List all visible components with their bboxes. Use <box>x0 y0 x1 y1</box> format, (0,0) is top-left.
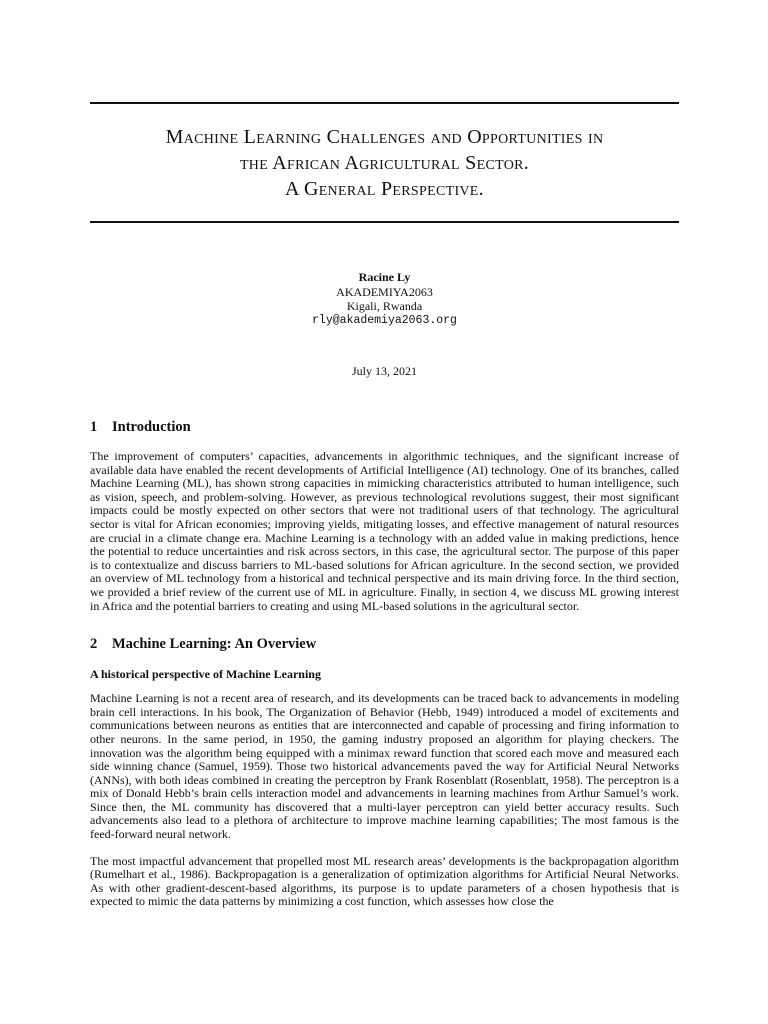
section-number: 2 <box>90 636 98 653</box>
section-number: 1 <box>90 419 98 435</box>
section-heading-ml-overview <box>90 635 679 653</box>
title-bottom-rule <box>90 221 679 223</box>
section-title: Introduction <box>112 419 191 435</box>
author-email[interactable]: rly@akademiya2063.org <box>312 313 457 327</box>
author-block <box>90 270 679 328</box>
title-top-rule <box>90 102 679 104</box>
title-line-3: A General Perspective. <box>285 178 484 200</box>
paper-date: July 13, 2021 <box>351 364 417 378</box>
title-line-1: Machine Learning Challenges and Opportunities in <box>165 126 604 148</box>
overview-paragraph-1: Machine Learning is not a recent area of research, and its developments can be traced back to advancements in modeling brain cell interactions. In his book, The Organization of Behavior (Hebb, 1949) introduced a model of excitements and communications between neurons as entities that are interconnected and capable of processing and firing information to other neurons. In the same period, in 1950, the gaming industry proposed an algorithm for playing checkers. The innovation was the algorithm being equipped with a minimax reward function that scored each move and measured each side winning chance (Samuel, 1959). Those two historical advancements paved the way for Artificial Neural Networks (ANNs), with both ideas combined in creating the perceptron by Frank Rosenblatt (Rosenblatt, 1958). The perceptron is a mix of Donald Hebb’s brain cells interaction model and advancements in learning machines from Arthur Samuel’s work. Since then, the ML community has discovered that a multi-layer perceptron can yield better accuracy results. Such advancements also lead to a plethora of architecture to improve machine learning capabilities; The most famous is the feed-forward neural network. <box>90 691 679 842</box>
title-line-2: the African Agricultural Sector. <box>239 152 530 174</box>
subsection-heading-historical: A historical perspective of Machine Learning <box>90 667 321 682</box>
section-heading-introduction <box>90 418 679 436</box>
introduction-paragraph: The improvement of computers’ capacities, advancements in algorithmic techniques, and the significant increase of available data have enabled the recent developments of Artificial Intelligence (AI) technology. One of its branches, called Machine Learning (ML), has shown strong capacities in mimicking characteristics attributed to human intelligence, such as vision, speech, and problem-solving. However, as previous technological revolutions suggest, their most significant impacts could be mostly expected on other sectors that were not traditional users of that technology. The agricultural sector is vital for African economies; improving yields, mitigating losses, and effective management of natural resources are crucial in a climate change era. Machine Learning is a technology with an added value in making predictions, hence the potential to reduce uncertainties and risk across sectors, in this case, the agricultural sector. The purpose of this paper is to contextualize and discuss barriers to ML-based solutions for African agriculture. In the second section, we provided an overview of ML technology from a historical and technical perspective and its main driving force. In the third section, we provided a brief review of the current use of ML in agriculture. Finally, in section 4, we discuss ML growing interest in Africa and the potential barriers to creating and using ML-based solutions in the agricultural sector. <box>90 449 679 613</box>
author-name: Racine Ly <box>358 270 411 284</box>
paper-title <box>90 124 679 202</box>
overview-paragraph-2: The most impactful advancement that propelled most ML research areas’ developments is the backpropagation algorithm (Rumelhart et al., 1986). Backpropagation is a generalization of optimization algorithms for Artificial Neural Networks. As with other gradient-descent-based algorithms, its purpose is to update parameters of a chosen hypothesis that is expected to mimic the data patterns by minimizing a cost function, which assesses how close the <box>90 853 679 909</box>
author-affiliation: AKADEMIYA2063 <box>336 284 433 299</box>
paper-page <box>90 0 679 909</box>
section-title: Machine Learning: An Overview <box>112 636 317 653</box>
author-location: Kigali, Rwanda <box>346 299 423 313</box>
